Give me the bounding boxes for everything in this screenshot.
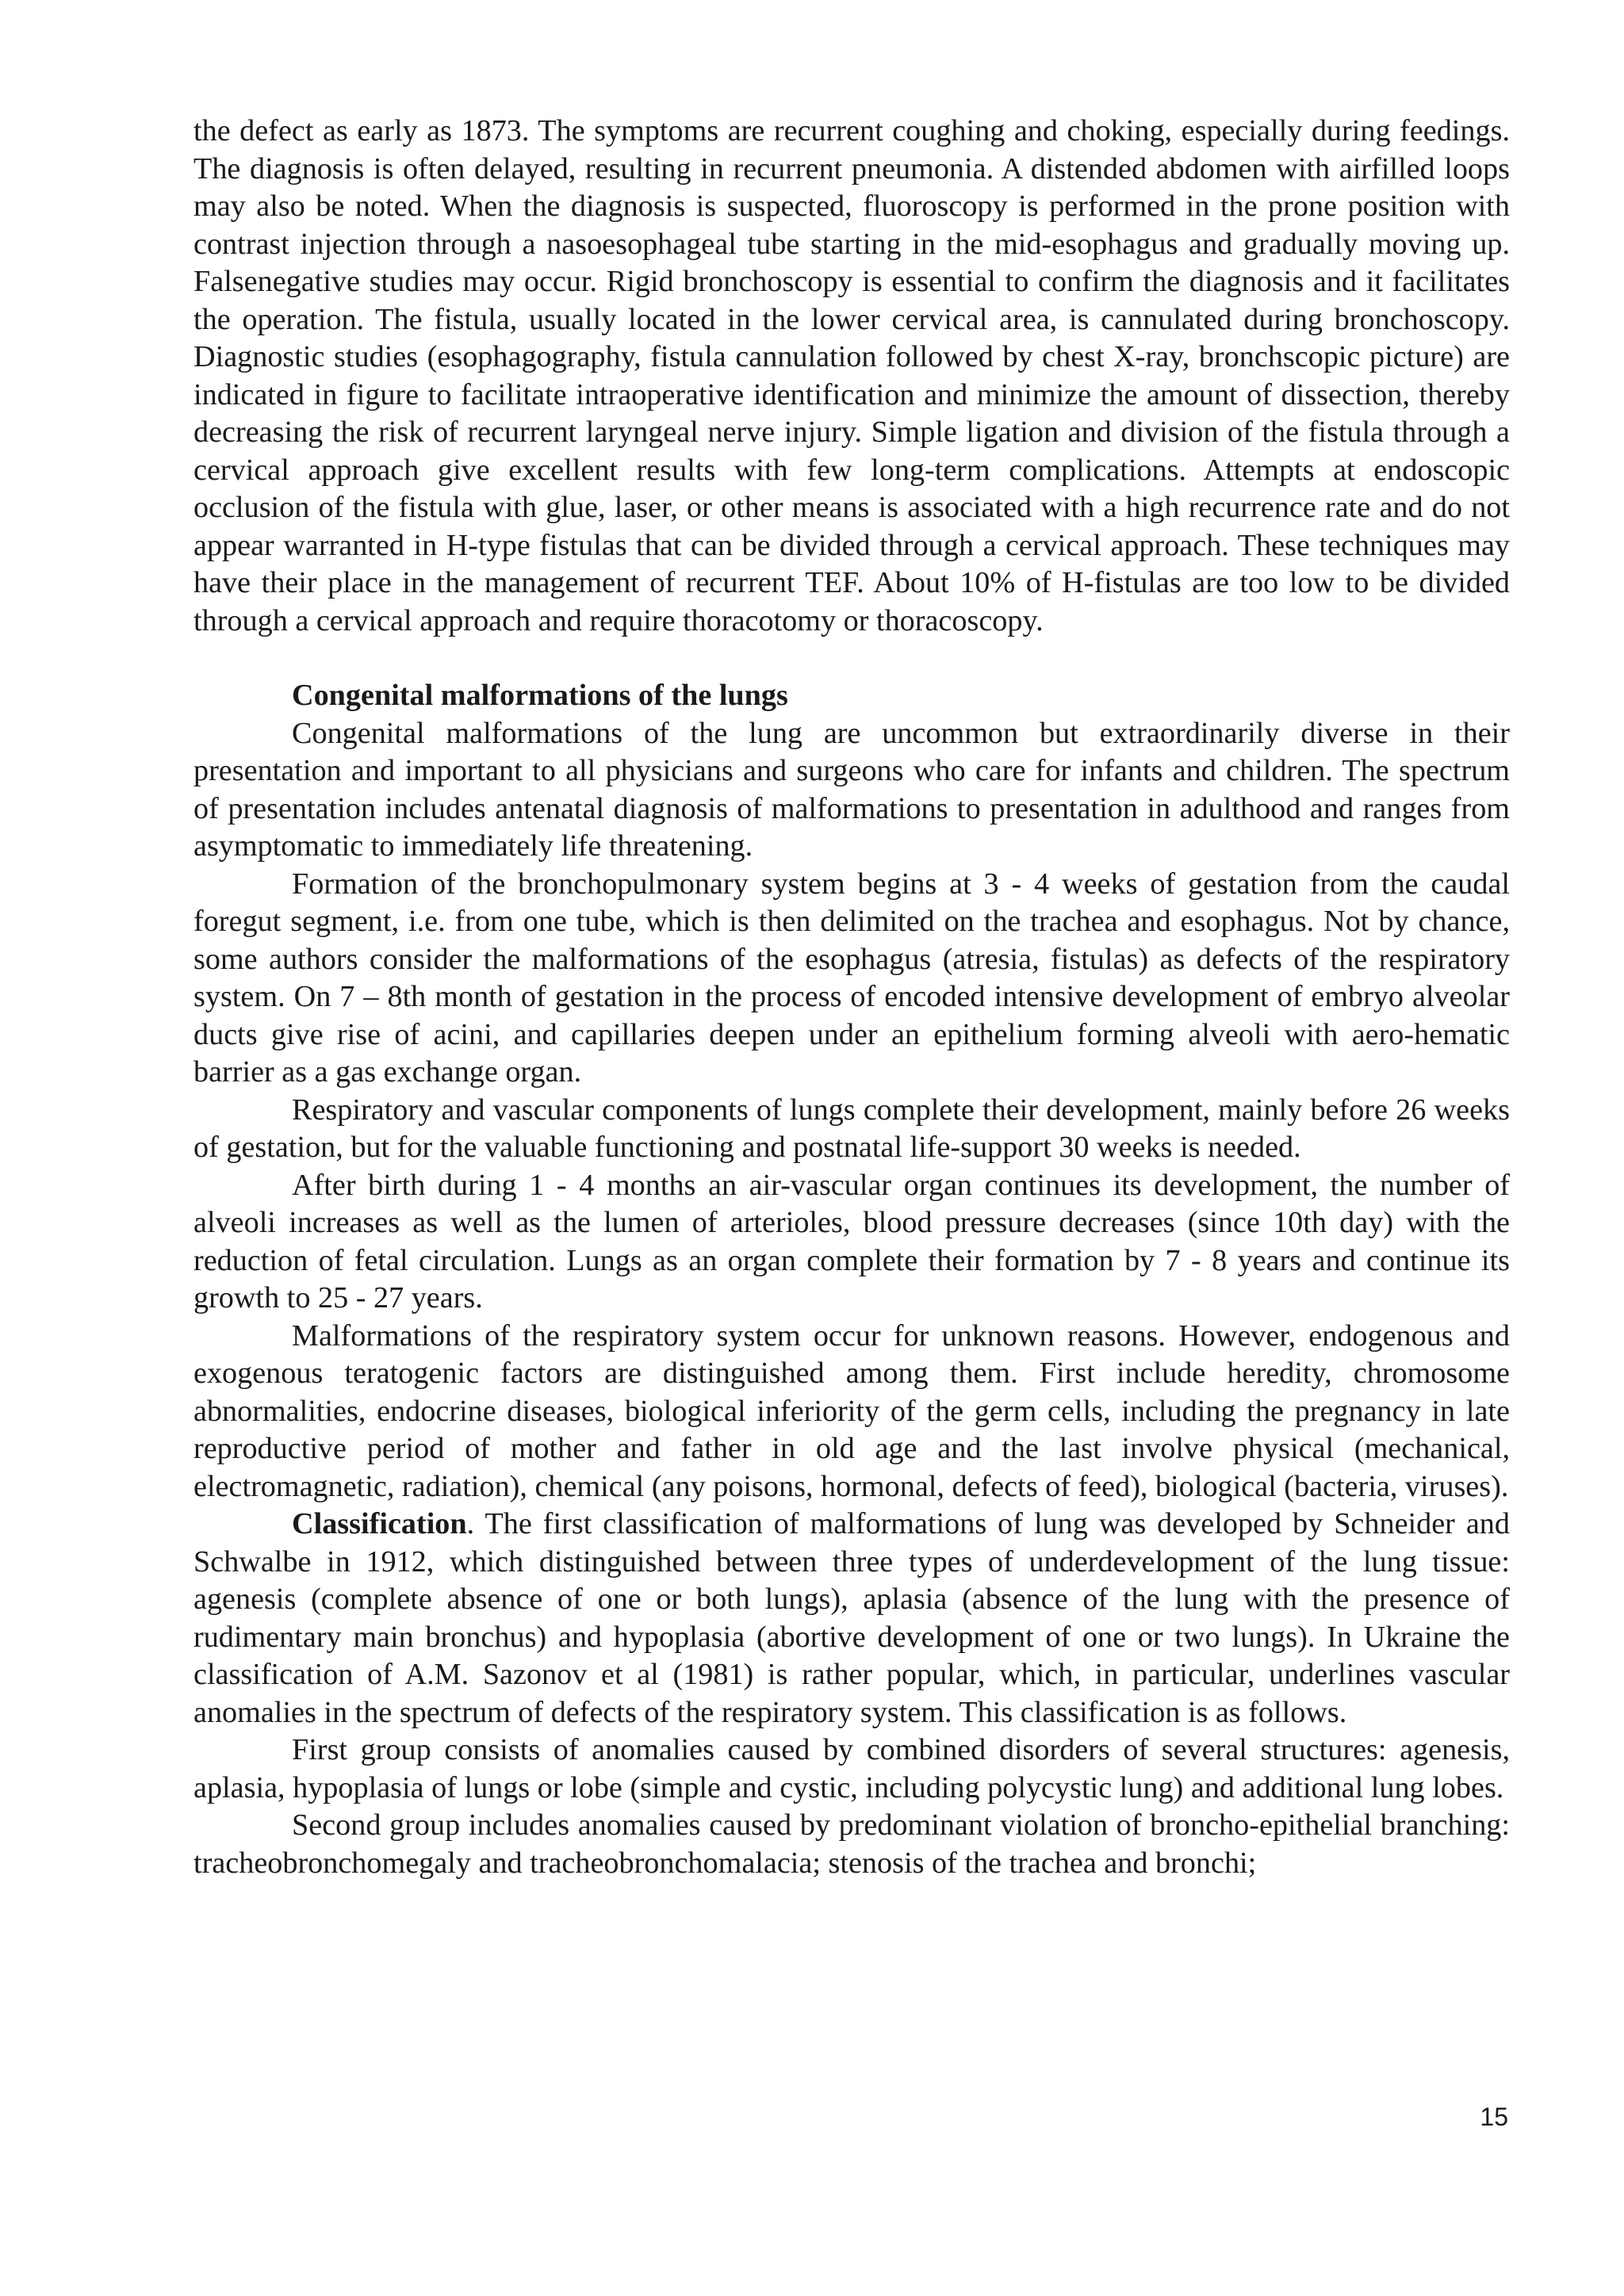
classification-lead: Classification: [292, 1507, 467, 1540]
paragraph-development: Respiratory and vascular components of lungs complete their development, mainly before 26 weeks of gestation, but for the valuable functioning and postnatal life-support 30 weeks is needed.: [193, 1093, 1510, 1164]
paragraph-formation: Formation of the bronchopulmonary system begins at 3 - 4 weeks of gestation from the caudal foregut segment, i.e. from one tube, which is then delimited on the trachea and esophagus. Not by chance, some authors consider the malformations of the esophagus (atresia, fistulas) as defects of the respiratory system. On 7 – 8th month of gestation in the process of encoded intensive development of embryo alveolar ducts give rise of acini, and capillaries deepen under an epithelium forming alveoli with aero-hematic barrier as a gas exchange organ.: [193, 867, 1510, 1089]
classification-text: . The first classification of malformations of lung was developed by Schneider and Schwalbe in 1912, which distinguished between three types of underdevelopment of the lung tissue: agenesis (complete absence of one or both lungs), aplasia (absence of the lung with the presence of rudimentary main bronchus) and hypoplasia (abortive development of one or two lungs). In Ukraine the classification of A.M. Sazonov et al (1981) is rather popular, which, in particular, underlines vascular anomalies in the spectrum of defects of the respiratory system. This classification is as follows.: [193, 1507, 1510, 1729]
page-body: [193, 113, 1510, 1882]
paragraph-first-group: First group consists of anomalies caused by combined disorders of several structures: agenesis, aplasia, hypoplasia of lungs or lobe (simple and cystic, including polycystic lung) and additional lung lobes.: [193, 1733, 1510, 1804]
section-heading: Congenital malformations of the lungs: [292, 679, 788, 712]
intro-paragraph: the defect as early as 1873. The symptoms are recurrent coughing and choking, especially during feedings. The diagnosis is often delayed, resulting in recurrent pneumonia. A distended abdomen with airfilled loops may also be noted. When the diagnosis is suspected, fluoroscopy is performed in the prone position with contrast injection through a nasoesophageal tube starting in the mid-esophagus and gradually moving up. Falsenegative studies may occur. Rigid bronchoscopy is essential to confirm the diagnosis and it facilitates the operation. The fistula, usually located in the lower cervical area, is cannulated during bronchoscopy. Diagnostic studies (esophagography, fistula cannulation followed by chest X-ray, bronchscopic picture) are indicated in figure to facilitate intraoperative identification and minimize the amount of dissection, thereby decreasing the risk of recurrent laryngeal nerve injury. Simple ligation and division of the fistula through a cervical approach give excellent results with few long-term complications. Attempts at endoscopic occlusion of the fistula with glue, laser, or other means is associated with a high recurrence rate and do not appear warranted in H-type fistulas that can be divided through a cervical approach. These techniques may have their place in the management of recurrent TEF. About 10% of H-fistulas are too low to be divided through a cervical approach and require thoracotomy or thoracoscopy.: [193, 114, 1510, 637]
paragraph-causes: Malformations of the respiratory system occur for unknown reasons. However, endogenous and exogenous teratogenic factors are distinguished among them. First include heredity, chromosome abnormalities, endocrine diseases, biological inferiority of the germ cells, including the pregnancy in late reproductive period of mother and father in old age and the last involve physical (mechanical, electromagnetic, radiation), chemical (any poisons, hormonal, defects of feed), biological (bacteria, viruses).: [193, 1318, 1510, 1503]
paragraph-after-birth: After birth during 1 - 4 months an air-vascular organ continues its development, the number of alveoli increases as well as the lumen of arterioles, blood pressure decreases (since 10th day) with the reduction of fetal circulation. Lungs as an organ complete their formation by 7 - 8 years and continue its growth to 25 - 27 years.: [193, 1168, 1510, 1314]
paragraph-second-group: Second group includes anomalies caused by predominant violation of broncho-epithelial branching: tracheobronchomegaly and tracheobronchomalacia; stenosis of the trachea and bronchi;: [193, 1808, 1510, 1880]
paragraph-overview: Congenital malformations of the lung are uncommon but extraordinarily diverse in their presentation and important to all physicians and surgeons who care for infants and children. The spectrum of presentation includes antenatal diagnosis of malformations to presentation in adulthood and ranges from asymptomatic to immediately life threatening.: [193, 716, 1510, 863]
paragraph-classification: [193, 1506, 1510, 1732]
page-number: 15: [1480, 2103, 1508, 2131]
